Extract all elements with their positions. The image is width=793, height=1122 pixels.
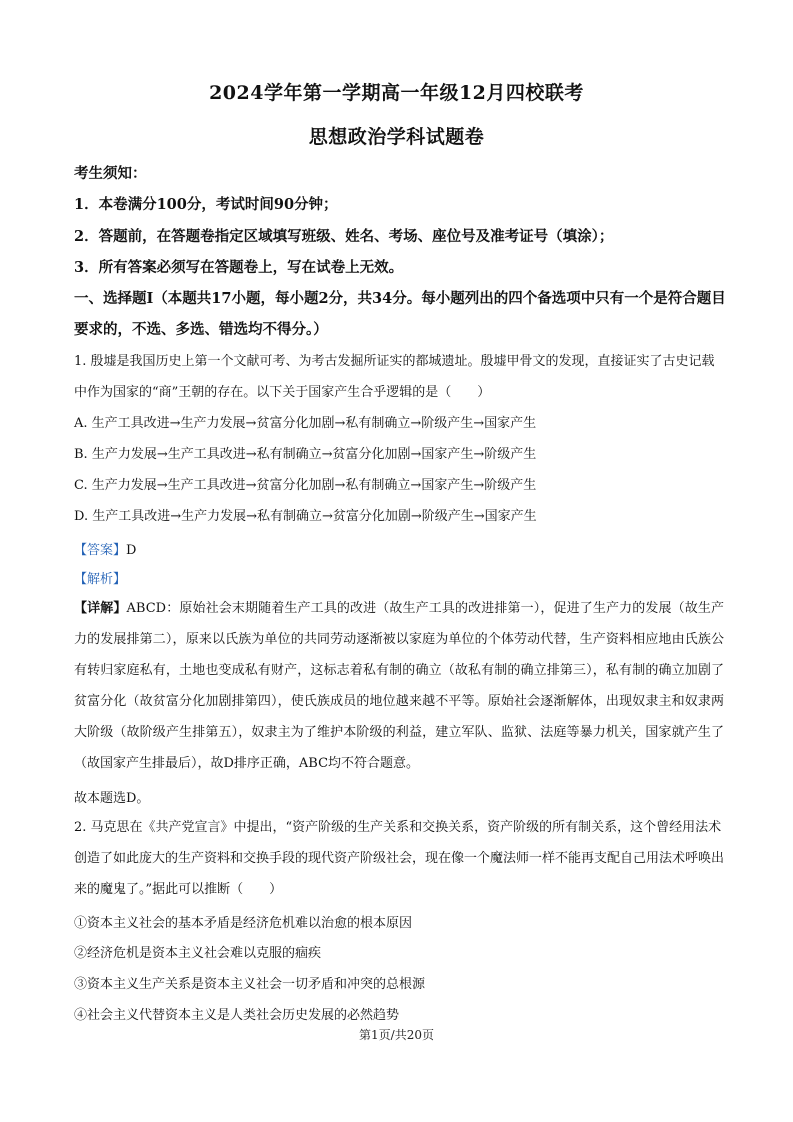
analysis-tag: 【解析】 <box>74 572 127 587</box>
question-1-option-d: D. 生产工具改进→生产力发展→私有制确立→贫富分化加剧→阶级产生→国家产生 <box>74 509 537 524</box>
question-2-item-4: ④社会主义代替资本主义是人类社会历史发展的必然趋势 <box>74 1008 400 1023</box>
notice-item-3: 3．所有答案必须写在答题卷上，写在试卷上无效。 <box>74 259 404 276</box>
question-1-conclusion: 故本题选D。 <box>74 791 150 806</box>
question-1-option-c: C. 生产力发展→生产工具改进→贫富分化加剧→私有制确立→国家产生→阶级产生 <box>74 478 537 493</box>
detail-text: ABCD：原始社会末期随着生产工具的改进（故生产工具的改进排第一），促进了生产力的发展（故生产力的发展排第二），原来以氏族为单位的共同劳动逐渐被以家庭为单位的个体劳动代替，生产资料相应地由氏族公有转归家庭私有，土地也变成私有财产，这标志着私有制的确立（故私有制的确立排第三），私有制的确立加剧了贫富分化（故贫富分化加剧排第四），使氏族成员的地位越来越不平等。原始社会逐渐解体，出现奴隶主和奴隶两大阶级（故阶级产生排第五），奴隶主为了维护本阶级的利益，建立军队、监狱、法庭等暴力机关，国家就产生了（故国家产生排最后），故D排序正确，ABC均不符合题意。 <box>74 601 724 771</box>
question-2-item-2: ②经济危机是资本主义社会难以克服的痼疾 <box>74 946 322 961</box>
question-2-item-1: ①资本主义社会的基本矛盾是经济危机难以治愈的根本原因 <box>74 916 413 931</box>
notice-heading: 考生须知： <box>74 165 147 182</box>
notice-item-2: 2．答题前，在答题卷指定区域填写班级、姓名、考场、座位号及准考证号（填涂）； <box>74 228 614 245</box>
notice-item-1: 1．本卷满分100分，考试时间90分钟； <box>74 196 338 213</box>
answer-tag: 【答案】 <box>74 543 127 558</box>
question-2-item-3: ③资本主义生产关系是资本主义社会一切矛盾和冲突的总根源 <box>74 977 426 992</box>
question-1-option-b: B. 生产力发展→生产工具改进→私有制确立→贫富分化加剧→国家产生→阶级产生 <box>74 447 537 462</box>
question-1-detail <box>74 593 724 779</box>
question-1-option-a: A. 生产工具改进→生产力发展→贫富分化加剧→私有制确立→阶级产生→国家产生 <box>74 416 537 431</box>
section-heading: 一、选择题Ⅰ（本题共17小题，每小题2分，共34分。每小题列出的四个备选项中只有一个是符合题目要求的，不选、多选、错选均不得分。） <box>74 290 726 338</box>
answer-line <box>74 539 136 558</box>
answer-value: D <box>126 543 137 558</box>
exam-title: 2024学年第一学期高一年级12月四校联考 <box>209 82 584 104</box>
detail-tag: 【详解】 <box>74 601 127 616</box>
question-2-stem: 2. 马克思在《共产党宣言》中提出，“资产阶级的生产关系和交换关系，资产阶级的所有制关系，这个曾经用法术创造了如此庞大的生产资料和交换手段的现代资产阶级社会，现在像一个魔法师一样不能再支配自己用法术呼唤出来的魔鬼了。”据此可以推断（ ） <box>74 820 725 897</box>
question-1-stem: 1. 殷墟是我国历史上第一个文献可考、为考古发掘所证实的都城遗址。殷墟甲骨文的发现，直接证实了古史记载中作为国家的“商”王朝的存在。以下关于国家产生合乎逻辑的是（ ） <box>74 354 715 400</box>
page-footer: 第1页/共20页 <box>359 1028 434 1042</box>
analysis-line <box>74 568 126 587</box>
exam-subtitle: 思想政治学科试题卷 <box>308 126 485 148</box>
